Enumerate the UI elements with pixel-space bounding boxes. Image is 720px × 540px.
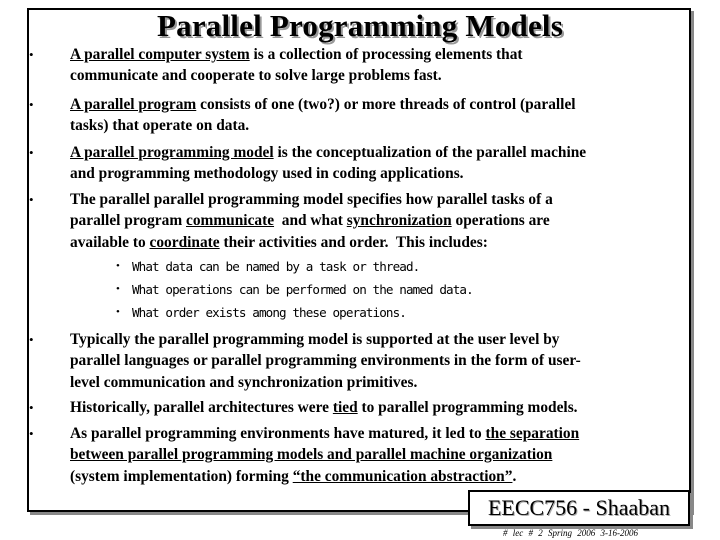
bullet-dot: • bbox=[29, 192, 34, 207]
bullet-dot: • bbox=[116, 283, 120, 295]
term-coordinate: coordinate bbox=[149, 233, 220, 251]
term-parallel-computer-system: A parallel computer system bbox=[70, 46, 250, 63]
bullet-dot: • bbox=[29, 47, 34, 62]
term-synchronization: synchronization bbox=[346, 212, 452, 230]
bullet-dot: • bbox=[116, 260, 120, 272]
bullet-dot: • bbox=[29, 426, 34, 441]
bullet-dot: • bbox=[29, 400, 34, 415]
term-parallel-programming-model: A parallel programming model bbox=[70, 144, 274, 161]
term-the-separation: the separation bbox=[485, 425, 580, 442]
term-models-organization: between parallel programming models and parallel machine organization bbox=[70, 446, 553, 464]
term-communicate: communicate bbox=[186, 212, 275, 230]
bullet-dot: • bbox=[29, 145, 34, 160]
term-communication-abstraction: “the communication abstraction” bbox=[292, 467, 513, 485]
slide-title: Parallel Programming Models bbox=[156, 8, 564, 43]
lecture-info: # lec # 2 Spring 2006 3-16-2006 bbox=[503, 528, 638, 538]
course-footer-box bbox=[468, 490, 690, 526]
bullet-dot: • bbox=[29, 332, 34, 347]
bullet-dot: • bbox=[116, 306, 120, 318]
bullet-dot: • bbox=[29, 97, 34, 112]
term-tied: tied bbox=[332, 399, 358, 416]
term-parallel-program: A parallel program bbox=[70, 96, 197, 113]
course-label: EECC756 - Shaaban bbox=[487, 495, 671, 520]
